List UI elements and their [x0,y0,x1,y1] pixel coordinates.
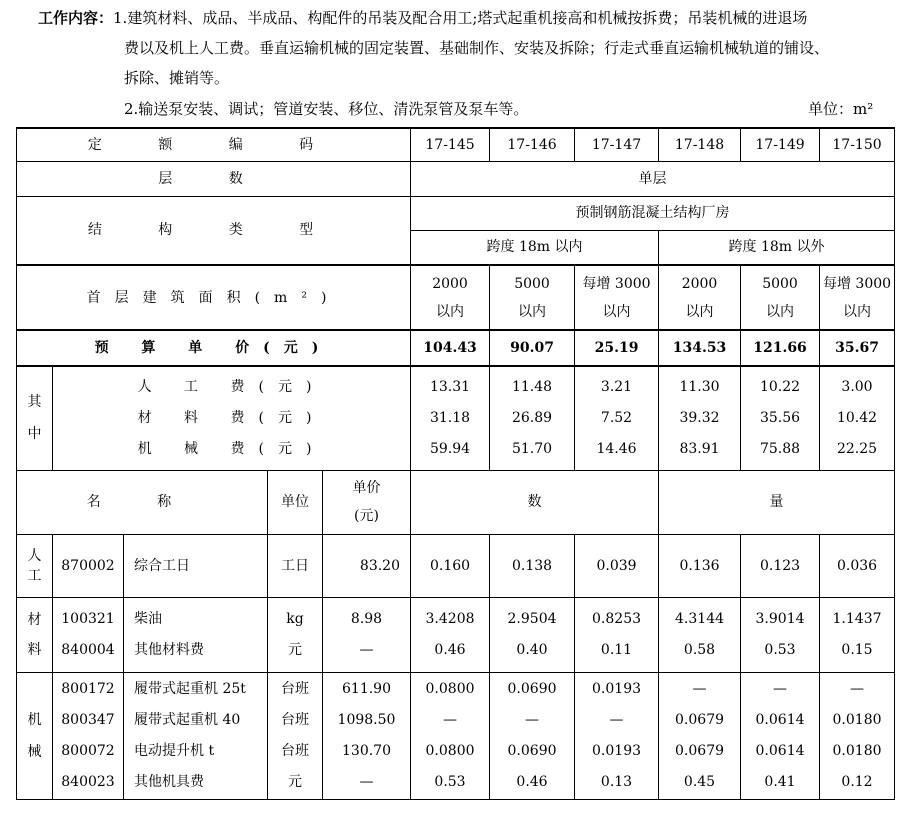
column-name-header: 名 称 [17,470,268,534]
column-price-header: 单价 (元) [323,470,411,534]
area-label: 首层建筑面积(m²) [17,265,411,330]
machine-category: 机 械 [17,672,53,799]
material-category: 材 料 [17,597,53,672]
breakdown-values: 10.22 35.56 75.88 [741,366,820,470]
area-cell: 2000 以内 [411,265,490,330]
machine-qty: 0.0690 — 0.0690 0.46 [490,672,575,799]
material-qty: 3.4208 0.46 [411,597,490,672]
machine-prices: 611.90 1098.50 130.70 — [323,672,411,799]
area-cell: 每增 3000 以内 [820,265,895,330]
machine-qty: — 0.0679 0.0679 0.45 [659,672,741,799]
machine-units: 台班 台班 台班 元 [268,672,323,799]
labor-qty: 0.123 [741,534,820,597]
quota-code: 17-148 [659,128,741,161]
machine-qty: — 0.0614 0.0614 0.41 [741,672,820,799]
floors-label: 层 数 [17,161,411,196]
price-value: 35.67 [820,330,895,366]
machine-names: 履带式起重机 25t 履带式起重机 40 电动提升机 t 其他机具费 [124,672,268,799]
structure-value: 预制钢筋混凝土结构厂房 [411,196,895,230]
machine-qty: 0.0193 — 0.0193 0.13 [575,672,659,799]
column-unit-header: 单位 [268,470,323,534]
material-prices: 8.98 — [323,597,411,672]
labor-category: 人 工 [17,534,53,597]
quota-code: 17-149 [741,128,820,161]
breakdown-values: 3.00 10.42 22.25 [820,366,895,470]
breakdown-group-label: 其 中 [17,366,53,470]
labor-name: 综合工日 [124,534,268,597]
unit-label: 单位：m² [808,100,874,118]
labor-price: 83.20 [323,534,411,597]
breakdown-labels: 人 工 费(元) 材 料 费(元) 机 械 费(元) [53,366,411,470]
breakdown-values: 11.48 26.89 51.70 [490,366,575,470]
price-value: 104.43 [411,330,490,366]
work-content-line-3: 拆除、摊销等。 [124,69,230,87]
floors-value: 单层 [411,161,895,196]
material-qty: 1.1437 0.15 [820,597,895,672]
area-cell: 2000 以内 [659,265,741,330]
span-within: 跨度 18m 以内 [411,230,659,265]
labor-code: 870002 [53,534,124,597]
price-value: 134.53 [659,330,741,366]
labor-qty: 0.160 [411,534,490,597]
quota-code: 17-150 [820,128,895,161]
column-qty-header-2: 量 [659,470,895,534]
labor-qty: 0.138 [490,534,575,597]
material-qty: 4.3144 0.58 [659,597,741,672]
area-cell: 5000 以内 [741,265,820,330]
material-qty: 0.8253 0.11 [575,597,659,672]
breakdown-values: 11.30 39.32 83.91 [659,366,741,470]
span-beyond: 跨度 18m 以外 [659,230,895,265]
quota-table [16,127,895,800]
quota-code-label: 定 额 编 码 [17,128,411,161]
structure-label: 结 构 类 型 [17,196,411,265]
quota-code: 17-146 [490,128,575,161]
machine-qty: — 0.0180 0.0180 0.12 [820,672,895,799]
column-qty-header-1: 数 [411,470,659,534]
labor-qty: 0.136 [659,534,741,597]
price-value: 121.66 [741,330,820,366]
quota-code: 17-145 [411,128,490,161]
material-qty: 3.9014 0.53 [741,597,820,672]
machine-codes: 800172 800347 800072 840023 [53,672,124,799]
price-value: 90.07 [490,330,575,366]
area-cell: 每增 3000 以内 [575,265,659,330]
labor-unit: 工日 [268,534,323,597]
labor-qty: 0.036 [820,534,895,597]
price-label: 预 算 单 价(元) [17,330,411,366]
material-qty: 2.9504 0.40 [490,597,575,672]
price-value: 25.19 [575,330,659,366]
quota-code: 17-147 [575,128,659,161]
breakdown-values: 13.31 31.18 59.94 [411,366,490,470]
work-content-label: 工作内容： [38,9,114,27]
material-codes: 100321 840004 [53,597,124,672]
breakdown-values: 3.21 7.52 14.46 [575,366,659,470]
machine-qty: 0.0800 — 0.0800 0.53 [411,672,490,799]
work-content-line-1: 1.建筑材料、成品、半成品、构配件的吊装及配合用工;塔式起重机接高和机械按拆费；吊装机械的进退场 [113,9,808,27]
work-content-line-2: 费以及机上人工费。垂直运输机械的固定装置、基础制作、安装及拆除；行走式垂直运输机械轨道的铺设、 [124,39,830,57]
material-names: 柴油 其他材料费 [124,597,268,672]
area-cell: 5000 以内 [490,265,575,330]
work-content-line-4: 2.输送泵安装、调试；管道安装、移位、清洗泵管及泵车等。 [124,100,529,118]
labor-qty: 0.039 [575,534,659,597]
material-units: kg 元 [268,597,323,672]
